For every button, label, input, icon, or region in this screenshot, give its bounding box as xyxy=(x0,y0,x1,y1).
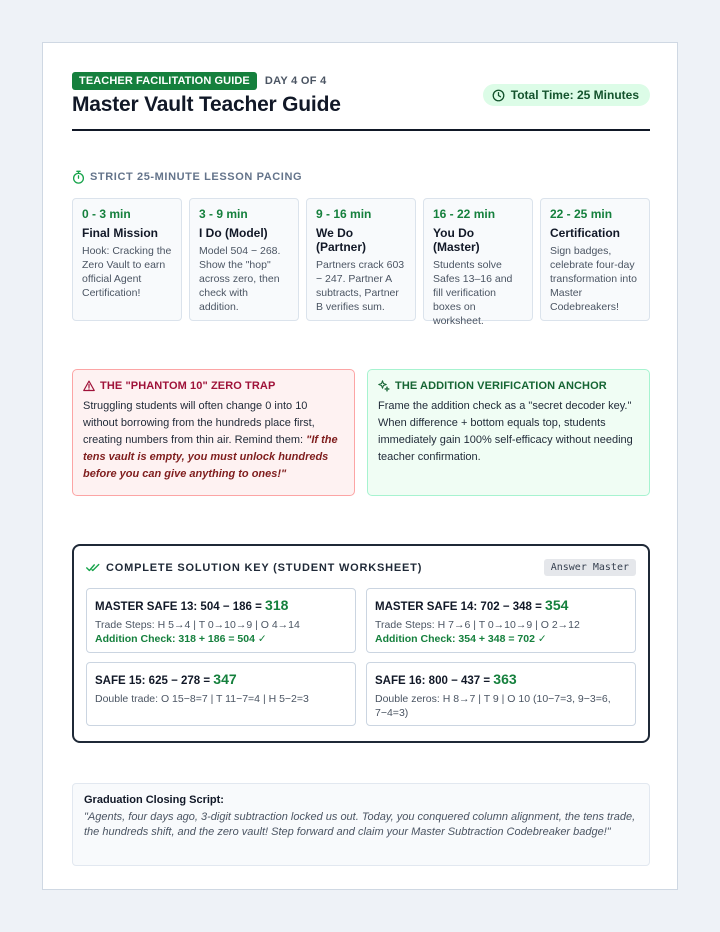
safe-15-card xyxy=(86,662,356,726)
anchor-title xyxy=(378,380,639,392)
zero-trap-text: Struggling students will often change 0 into 10 without borrowing from the hundreds place first, creating numbers from thin air. Remind them: xyxy=(83,400,315,446)
closing-script-box xyxy=(72,783,650,866)
double-check-icon xyxy=(86,562,101,573)
pacing-card-i-do xyxy=(189,198,299,321)
safe-grid xyxy=(86,588,636,726)
card-title: You Do (Master) xyxy=(433,226,480,254)
warning-icon xyxy=(83,380,95,392)
pacing-card-you-do xyxy=(423,198,533,327)
guide-page xyxy=(42,42,678,890)
card-time: 16 - 22 min xyxy=(433,207,496,221)
safe-addition-check: Addition Check: 318 + 186 = 504 ✓ xyxy=(95,633,267,645)
card-time: 3 - 9 min xyxy=(199,207,248,221)
safe-steps: Trade Steps: H 7→6 | T 0→10→9 | O 2→12 xyxy=(375,619,580,631)
safe-addition-check: Addition Check: 354 + 348 = 702 ✓ xyxy=(375,633,547,645)
safe-14-card xyxy=(366,588,636,653)
pacing-label-text: STRICT 25-MINUTE LESSON PACING xyxy=(90,171,303,183)
safe-steps: Double zeros: H 8→7 | T 9 | O 10 (10−7=3, 9−3=6, 7−4=3) xyxy=(375,693,611,719)
safe-steps: Double trade: O 15−8=7 | T 11−7=4 | H 5−2=3 xyxy=(95,693,309,705)
verification-anchor-callout xyxy=(367,369,650,496)
card-description: Model 504 − 268. Show the "hop" across zero, then check with addition. xyxy=(199,245,281,313)
safe-title xyxy=(375,671,627,687)
card-time: 0 - 3 min xyxy=(82,207,131,221)
solution-key-header xyxy=(86,559,636,576)
safe-equation: MASTER SAFE 14: 702 − 348 = xyxy=(375,601,546,613)
anchor-body: Frame the addition check as a "secret decoder key." When difference + bottom equals top, students immediately gain 100% self-efficacy without needing teacher confirmation. xyxy=(378,400,633,463)
card-title: Certification xyxy=(550,226,621,240)
card-time: 22 - 25 min xyxy=(550,207,613,221)
day-indicator: DAY 4 OF 4 xyxy=(264,75,327,87)
zero-trap-title xyxy=(83,380,344,392)
card-time: 9 - 16 min xyxy=(316,207,372,221)
card-title: Final Mission xyxy=(82,226,159,240)
pacing-cards xyxy=(72,198,650,327)
safe-answer: 363 xyxy=(493,671,517,687)
safe-steps: Trade Steps: H 5→4 | T 0→10→9 | O 4→14 xyxy=(95,619,300,631)
pacing-card-final-mission xyxy=(72,198,182,321)
stopwatch-icon xyxy=(72,170,85,184)
card-description: Partners crack 603 − 247. Partner A subtracts, Partner B verifies sum. xyxy=(316,259,405,313)
guide-content xyxy=(72,72,650,866)
pacing-card-we-do xyxy=(306,198,416,321)
safe-equation: SAFE 15: 625 − 278 = xyxy=(95,675,214,687)
safe-title xyxy=(95,671,347,687)
zero-trap-callout xyxy=(72,369,355,496)
closing-heading: Graduation Closing Script: xyxy=(84,794,224,806)
solution-key-label xyxy=(86,562,422,574)
closing-quote: "Agents, four days ago, 3-digit subtraction locked us out. Today, you conquered column alignment, the tens trade, the hundreds shift, and the zero vault! Step forward and claim your Master Subtraction Codebreaker badge!" xyxy=(84,811,636,838)
total-time-text: Total Time: 25 Minutes xyxy=(510,88,639,102)
card-title: I Do (Model) xyxy=(199,226,268,240)
safe-equation: MASTER SAFE 13: 504 − 186 = xyxy=(95,601,266,613)
pacing-section-label xyxy=(72,170,650,184)
zero-trap-body xyxy=(83,398,344,483)
total-time-badge xyxy=(483,84,650,106)
answer-master-badge: Answer Master xyxy=(544,559,636,576)
pacing-card-certification xyxy=(540,198,650,321)
card-description: Sign badges, celebrate four-day transformation into Master Codebreakers! xyxy=(550,245,637,313)
anchor-title-text: THE ADDITION VERIFICATION ANCHOR xyxy=(395,380,607,392)
solution-key-panel xyxy=(72,544,650,743)
safe-equation: SAFE 16: 800 − 437 = xyxy=(375,675,494,687)
safe-title xyxy=(95,597,347,613)
card-description: Students solve Safes 13–16 and fill verification boxes on worksheet. xyxy=(433,259,513,327)
card-title: We Do (Partner) xyxy=(316,226,367,254)
safe-13-card xyxy=(86,588,356,653)
card-description: Hook: Cracking the Zero Vault to earn official Agent Certification! xyxy=(82,245,172,299)
safe-answer: 347 xyxy=(213,671,237,687)
safe-answer: 318 xyxy=(265,597,289,613)
page-title: Master Vault Teacher Guide xyxy=(72,93,341,116)
callout-boxes xyxy=(72,369,650,496)
sparkle-icon xyxy=(378,380,390,392)
safe-16-card xyxy=(366,662,636,726)
zero-trap-emphasis: "If the tens vault is empty, you must unlock hundreds before you can give anything to ones!" xyxy=(83,434,338,480)
guide-tag-badge: TEACHER FACILITATION GUIDE xyxy=(72,72,257,90)
guide-header xyxy=(72,72,650,131)
safe-title xyxy=(375,597,627,613)
safe-answer: 354 xyxy=(545,597,569,613)
solution-key-label-text: COMPLETE SOLUTION KEY (STUDENT WORKSHEET) xyxy=(106,561,423,574)
clock-icon xyxy=(492,89,505,102)
zero-trap-title-text: THE "PHANTOM 10" ZERO TRAP xyxy=(100,380,276,392)
